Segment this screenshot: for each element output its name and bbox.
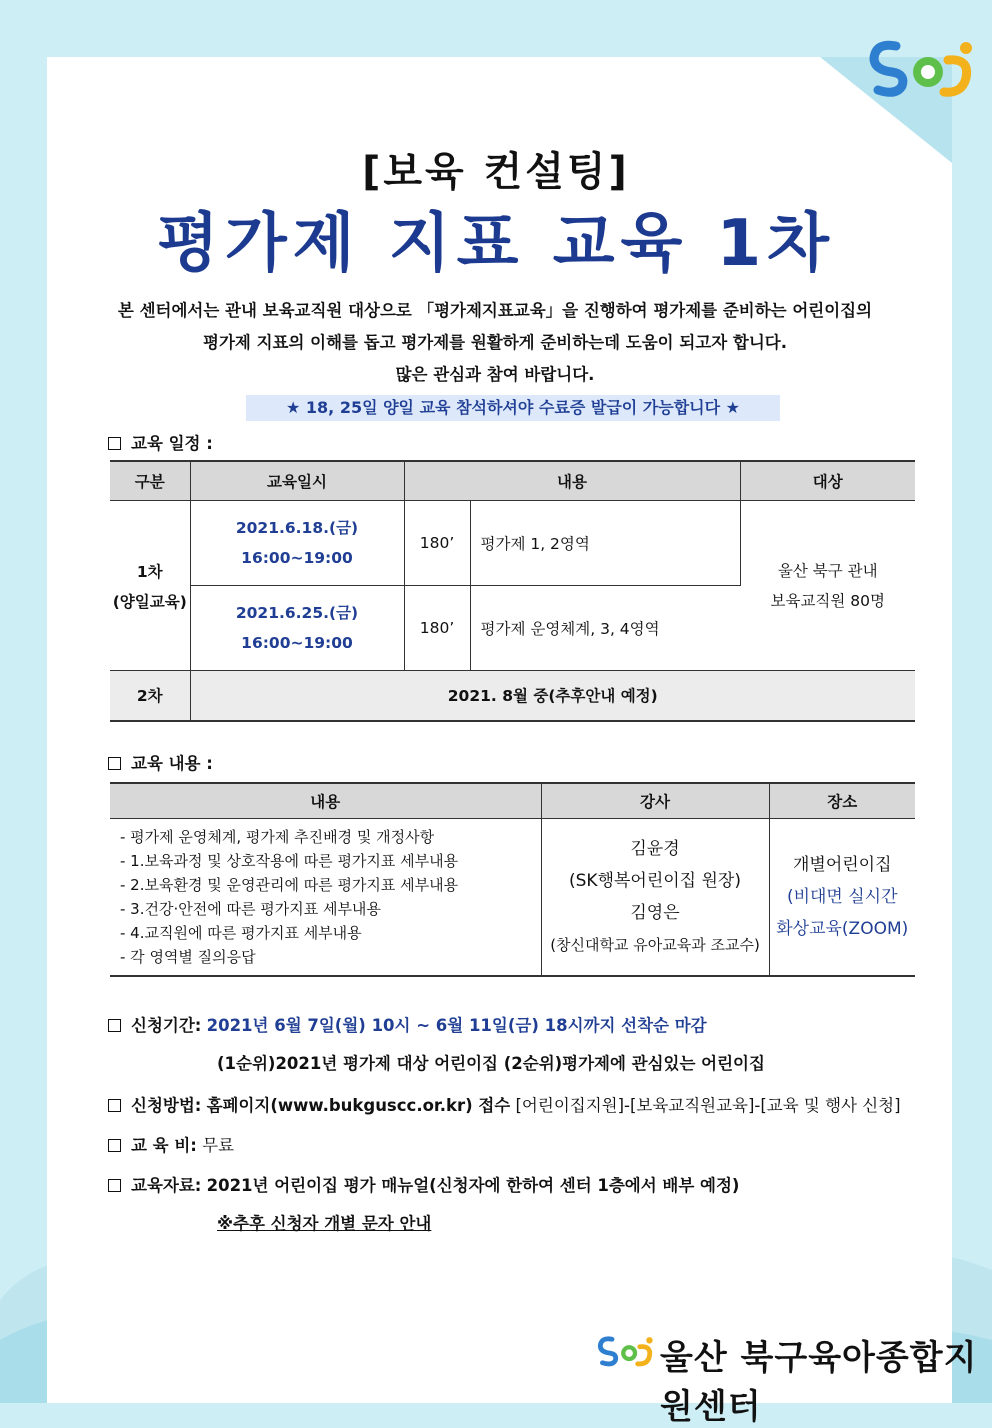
checkbox-square-icon — [108, 757, 121, 770]
table-header: 교육일시 — [190, 461, 404, 501]
apply-period-value: 2021년 6월 7일(월) 10시 ~ 6월 11일(금) 18시까지 선착순 마감 — [206, 1016, 707, 1035]
content-table — [110, 782, 915, 977]
target-line: 보육교직원 80명 — [770, 591, 885, 610]
place-line: (비대면 실시간 — [786, 887, 898, 907]
session-time: 16:00~19:00 — [241, 634, 353, 652]
list-item: - 평가제 운영체계, 평가제 추진배경 및 개정사항 — [120, 828, 435, 846]
sms-notice: ※추후 신청자 개별 문자 안내 — [217, 1214, 432, 1233]
apply-period-label: 신청기간: — [131, 1016, 202, 1035]
lecturer-cell — [541, 819, 769, 977]
list-item: - 3.건강·안전에 따른 평가지표 세부내용 — [120, 900, 381, 918]
content-heading-label: 교육 내용 : — [131, 754, 213, 773]
list-item: - 4.교직원에 따른 평가지표 세부내용 — [120, 924, 362, 942]
schedule-heading — [108, 430, 213, 454]
lecturer-name: 김영은 — [630, 903, 680, 923]
intro-line: 평가제 지표의 이해를 돕고 평가제를 원활하게 준비하는데 도움이 되고자 합니다. — [203, 333, 787, 352]
schedule-heading-label: 교육 일정 : — [131, 434, 213, 453]
intro-line: 본 센터에서는 관내 보육교직원 대상으로 「평가제지표교육」을 진행하여 평가제를 준비하는 어린이집의 — [117, 301, 873, 320]
session-content: 평가제 1, 2영역 — [470, 501, 740, 586]
place-line: 화상교육(ZOOM) — [776, 919, 909, 939]
material-label: 교육자료: — [131, 1176, 202, 1195]
table-header: 내용 — [404, 461, 740, 501]
session-datetime — [190, 501, 404, 586]
target-line: 울산 북구 관내 — [777, 561, 878, 580]
footer-logo-icon — [596, 1326, 658, 1376]
session-duration: 180’ — [404, 586, 470, 671]
apply-method-path: [어린이집지원]-[보육교직원교육]-[교육 및 행사 신청] — [515, 1096, 901, 1115]
page-subtitle: [보육 컨설팅] — [362, 149, 630, 195]
table-header: 장소 — [769, 783, 915, 819]
apply-priority: (1순위)2021년 평가제 대상 어린이집 (2순위)평가제에 관심있는 어린이집 — [217, 1054, 765, 1073]
list-item: - 각 영역별 질의응답 — [120, 948, 256, 966]
footer-org-name: 울산 북구육아종합지원센터 — [660, 1338, 978, 1427]
checkbox-square-icon — [108, 437, 121, 450]
fee-label: 교 육 비: — [131, 1136, 197, 1155]
session-date: 2021.6.18.(금) — [235, 519, 359, 537]
checkbox-square-icon — [108, 1139, 121, 1152]
intro-paragraph — [60, 295, 930, 391]
fee-row — [108, 1132, 234, 1156]
apply-method-label: 신청방법: — [131, 1096, 202, 1115]
lecturer-role: (창신대학교 유아교육과 조교수) — [550, 936, 760, 954]
page-title: 평가제 지표 교육 1차 — [157, 207, 835, 281]
round1-sub: (양일교육) — [112, 592, 187, 611]
lecturer-role: (SK행복어린이집 원장) — [569, 871, 741, 891]
target-cell — [740, 501, 915, 671]
table-header: 대상 — [740, 461, 915, 501]
schedule-table — [110, 460, 915, 722]
apply-method-row — [108, 1092, 901, 1116]
checkbox-square-icon — [108, 1019, 121, 1032]
round2-label: 2차 — [110, 671, 190, 721]
fee-value: 무료 — [202, 1136, 235, 1155]
list-item: - 2.보육환경 및 운영관리에 따른 평가지표 세부내용 — [120, 876, 459, 894]
round2-text: 2021. 8월 중(추후안내 예정) — [190, 671, 915, 721]
checkbox-square-icon — [108, 1179, 121, 1192]
round1-cell — [110, 501, 190, 671]
table-header: 내용 — [110, 783, 541, 819]
content-heading — [108, 750, 213, 774]
place-line: 개별어린이집 — [792, 855, 892, 875]
session-content: 평가제 운영체계, 3, 4영역 — [470, 586, 740, 671]
checkbox-square-icon — [108, 1099, 121, 1112]
session-time: 16:00~19:00 — [241, 549, 353, 567]
intro-line: 많은 관심과 참여 바랍니다. — [395, 365, 595, 384]
apply-period-row — [108, 1012, 707, 1036]
center-logo-icon — [866, 36, 982, 100]
session-duration: 180’ — [404, 501, 470, 586]
lecturer-name: 김윤경 — [630, 839, 680, 859]
place-cell — [769, 819, 915, 977]
round1-label: 1차 — [136, 562, 163, 581]
certificate-notice: ★ 18, 25일 양일 교육 참석하셔야 수료증 발급이 가능합니다 ★ — [246, 395, 780, 421]
table-header: 구분 — [110, 461, 190, 501]
list-item: - 1.보육과정 및 상호작용에 따른 평가지표 세부내용 — [120, 852, 459, 870]
session-datetime — [190, 586, 404, 671]
material-row — [108, 1172, 739, 1196]
material-value: 2021년 어린이집 평가 매뉴얼(신청자에 한하여 센터 1층에서 배부 예정) — [206, 1176, 740, 1195]
content-list — [110, 819, 541, 977]
apply-method-site: 홈페이지(www.bukguscc.or.kr) 접수 — [206, 1096, 511, 1115]
session-date: 2021.6.25.(금) — [235, 604, 359, 622]
table-header: 강사 — [541, 783, 769, 819]
